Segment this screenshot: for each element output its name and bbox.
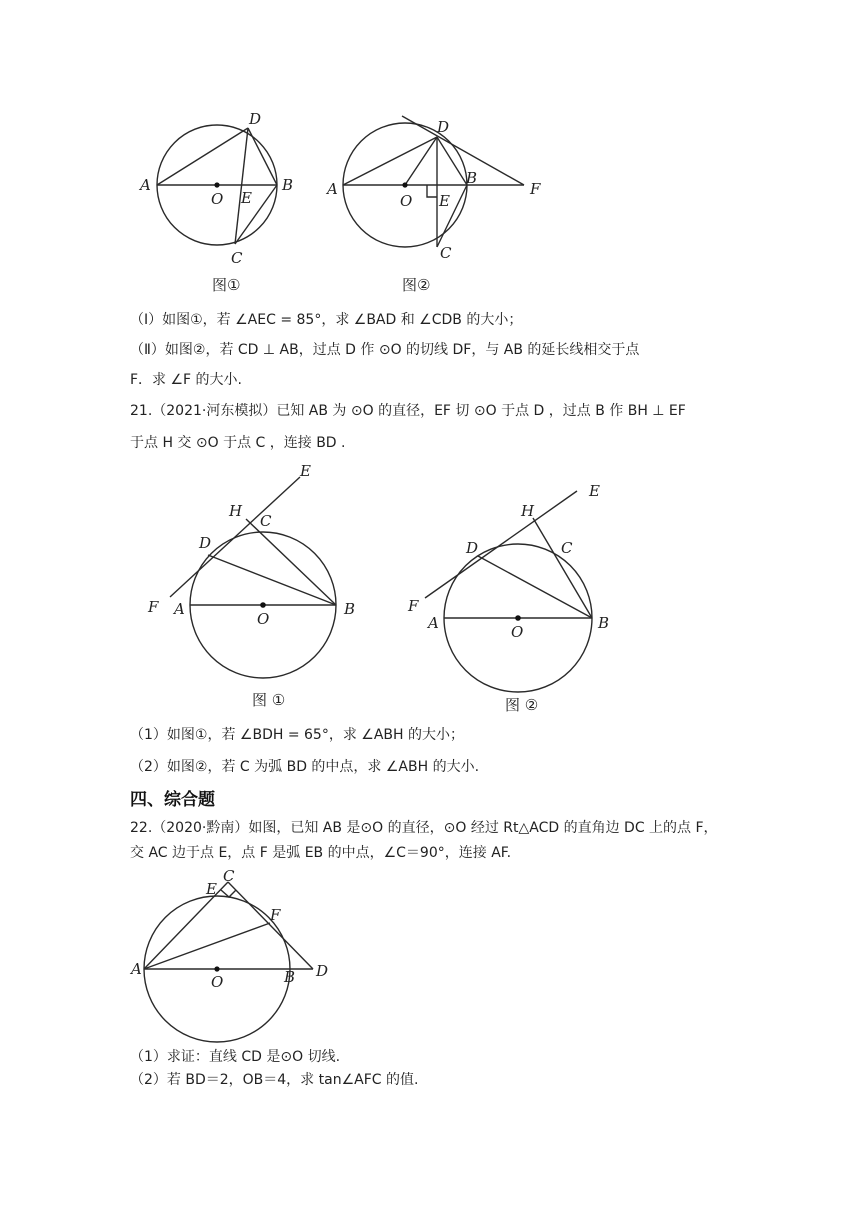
fig2-label-C: C	[440, 244, 452, 262]
fig3-label-A: A	[174, 600, 185, 618]
q20-part-2b: F．求 ∠F 的大小.	[130, 372, 243, 388]
q20-part-2a: （Ⅱ）如图②，若 CD ⊥ AB，过点 D 作 ⊙O 的切线 DF，与 AB 的延长线相交于点	[130, 342, 640, 358]
figure-4	[400, 470, 620, 720]
fig5-label-A: A	[131, 960, 142, 978]
fig3-label-F: F	[148, 598, 159, 616]
figure-2	[320, 100, 560, 300]
fig2-label-B: B	[466, 169, 478, 187]
fig5-label-C: C	[223, 867, 235, 885]
fig3-label-H: H	[229, 502, 243, 520]
q22-part-1: （1）求证：直线 CD 是⊙O 切线.	[130, 1049, 341, 1065]
fig3-label-O: O	[257, 610, 270, 628]
fig2-caption: 图②	[402, 276, 431, 294]
fig4-label-H: H	[521, 502, 535, 520]
fig3-caption: 图 ①	[252, 691, 286, 709]
fig3-label-D: D	[199, 534, 212, 552]
fig4-label-A: A	[428, 614, 439, 632]
figure-3	[140, 455, 370, 715]
fig1-label-O: O	[211, 190, 224, 208]
fig4-label-D: D	[466, 539, 479, 557]
fig1-label-A: A	[140, 176, 151, 194]
fig4-label-F: F	[408, 597, 419, 615]
fig2-label-O: O	[400, 192, 413, 210]
fig4-label-O: O	[511, 623, 524, 641]
fig3-label-C: C	[260, 512, 272, 530]
q21-stem-line-1: 21.（2021·河东模拟）已知 AB 为 ⊙O 的直径，EF 切 ⊙O 于点 D ，过点 B 作 BH ⊥ EF	[130, 403, 686, 419]
q22-stem-line-1: 22.（2020·黔南）如图，已知 AB 是⊙O 的直径，⊙O 经过 Rt△ACD 的直角边 DC 上的点 F，	[130, 820, 718, 836]
fig5-label-E: E	[206, 880, 217, 898]
fig1-label-E: E	[241, 189, 252, 207]
figure-5	[125, 860, 345, 1040]
q21-part-2: （2）如图②，若 C 为弧 BD 的中点，求 ∠ABH 的大小.	[130, 759, 480, 775]
fig1-label-C: C	[231, 249, 243, 267]
fig5-label-D: D	[316, 962, 329, 980]
figure-1	[130, 100, 310, 300]
fig1-caption: 图①	[212, 276, 241, 294]
q22-part-2: （2）若 BD＝2，OB＝4，求 tan∠AFC 的值.	[130, 1072, 419, 1088]
fig1-label-B: B	[282, 176, 294, 194]
fig5-label-F: F	[270, 906, 281, 924]
q21-part-1: （1）如图①，若 ∠BDH = 65°，求 ∠ABH 的大小；	[130, 727, 464, 743]
section-heading: 四、综合题	[130, 790, 215, 810]
fig4-label-C: C	[561, 539, 573, 557]
fig5-label-O: O	[211, 973, 224, 991]
fig2-label-F: F	[530, 180, 541, 198]
fig1-label-D: D	[249, 110, 262, 128]
fig4-label-B: B	[598, 614, 610, 632]
fig4-label-E: E	[589, 482, 600, 500]
fig4-caption: 图 ②	[505, 696, 539, 714]
q21-stem-line-2: 于点 H 交 ⊙O 于点 C ，连接 BD .	[130, 435, 346, 451]
fig2-label-E: E	[439, 192, 450, 210]
fig3-label-B: B	[344, 600, 356, 618]
q20-part-1: （Ⅰ）如图①，若 ∠AEC = 85°，求 ∠BAD 和 ∠CDB 的大小；	[130, 312, 523, 328]
q22-stem-line-2: 交 AC 边于点 E，点 F 是弧 EB 的中点，∠C＝90°，连接 AF.	[130, 845, 512, 861]
fig3-label-E: E	[300, 462, 311, 480]
fig5-label-B: B	[284, 968, 296, 986]
fig2-label-D: D	[437, 118, 450, 136]
fig2-label-A: A	[327, 180, 338, 198]
